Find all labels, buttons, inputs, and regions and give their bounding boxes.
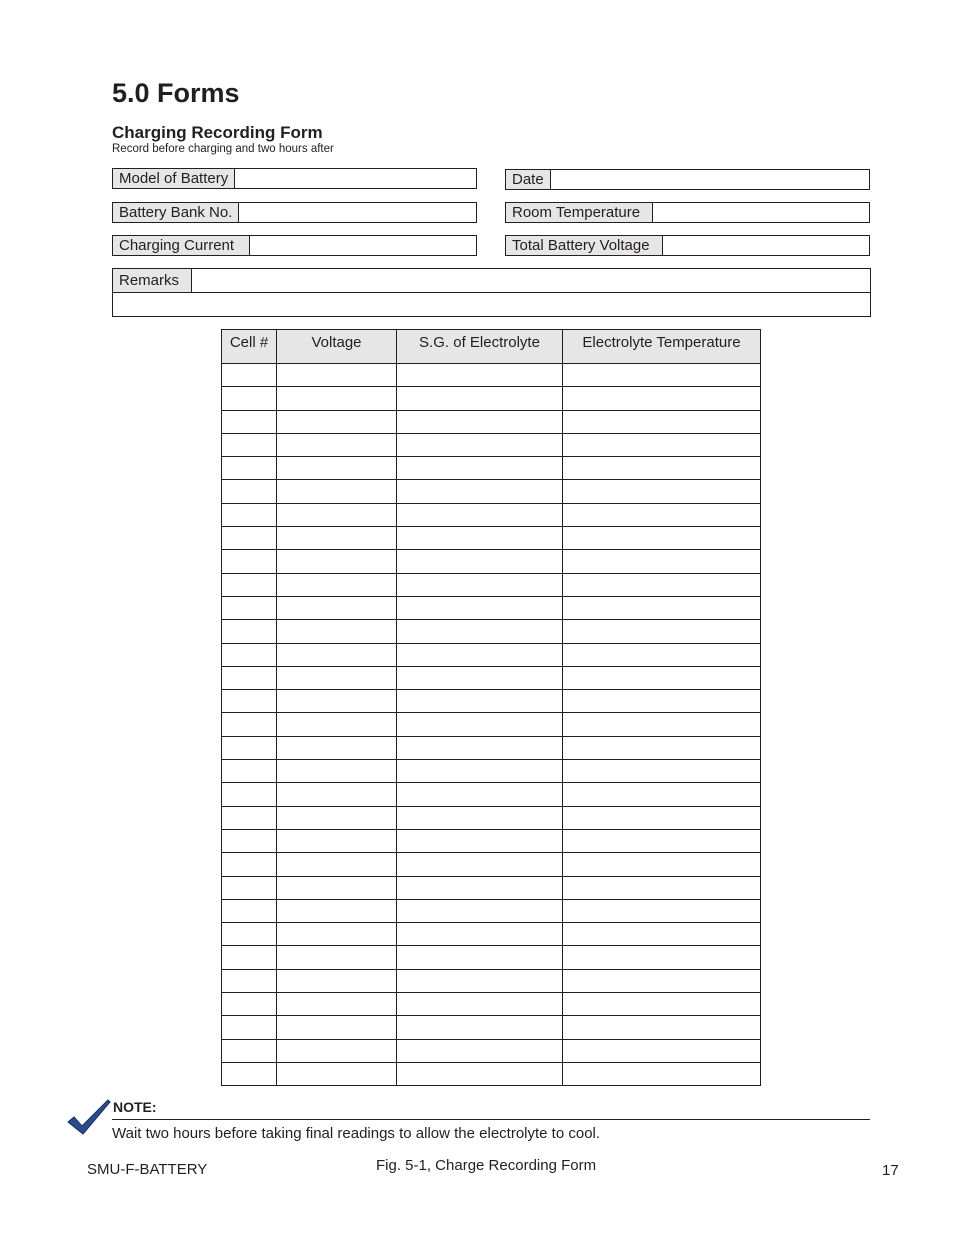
electrolyte-temperature-cell[interactable]: [563, 969, 761, 992]
table-row: [222, 620, 761, 643]
cell-number-cell[interactable]: [222, 923, 277, 946]
checkmark-icon: [66, 1098, 112, 1138]
total-battery-voltage-label: Total Battery Voltage: [506, 236, 663, 255]
note-label: NOTE:: [113, 1099, 157, 1115]
cell-number-cell[interactable]: [222, 480, 277, 503]
voltage-cell[interactable]: [277, 1016, 397, 1039]
electrolyte-temperature-cell[interactable]: [563, 410, 761, 433]
sg-electrolyte-cell[interactable]: [397, 969, 563, 992]
cell-number-cell[interactable]: [222, 433, 277, 456]
cell-number-cell[interactable]: [222, 527, 277, 550]
voltage-cell[interactable]: [277, 829, 397, 852]
electrolyte-temperature-cell[interactable]: [563, 643, 761, 666]
cell-number-cell[interactable]: [222, 1039, 277, 1062]
cell-number-cell[interactable]: [222, 1016, 277, 1039]
cell-number-cell[interactable]: [222, 387, 277, 410]
voltage-cell[interactable]: [277, 690, 397, 713]
room-temperature-field[interactable]: [505, 202, 870, 223]
voltage-cell[interactable]: [277, 946, 397, 969]
electrolyte-temperature-cell[interactable]: [563, 899, 761, 922]
electrolyte-temperature-cell[interactable]: [563, 829, 761, 852]
electrolyte-temperature-cell[interactable]: [563, 806, 761, 829]
electrolyte-temperature-cell[interactable]: [563, 946, 761, 969]
table-row: [222, 783, 761, 806]
sg-electrolyte-cell[interactable]: [397, 596, 563, 619]
sg-electrolyte-cell[interactable]: [397, 783, 563, 806]
voltage-cell[interactable]: [277, 736, 397, 759]
table-row: [222, 666, 761, 689]
remarks-field[interactable]: [112, 268, 871, 317]
electrolyte-temperature-cell[interactable]: [563, 1016, 761, 1039]
sg-electrolyte-cell[interactable]: [397, 690, 563, 713]
note-divider: [112, 1119, 870, 1120]
electrolyte-temperature-cell[interactable]: [563, 596, 761, 619]
table-row: [222, 923, 761, 946]
charging-current-label: Charging Current: [113, 236, 250, 255]
cell-number-cell[interactable]: [222, 573, 277, 596]
voltage-cell[interactable]: [277, 760, 397, 783]
electrolyte-temperature-cell[interactable]: [563, 713, 761, 736]
cell-number-cell[interactable]: [222, 853, 277, 876]
table-row: [222, 993, 761, 1016]
cell-number-header: Cell #: [222, 330, 277, 364]
electrolyte-temperature-cell[interactable]: [563, 993, 761, 1016]
table-row: [222, 643, 761, 666]
cell-number-cell[interactable]: [222, 829, 277, 852]
voltage-cell[interactable]: [277, 1062, 397, 1085]
sg-electrolyte-cell[interactable]: [397, 433, 563, 456]
electrolyte-temperature-cell[interactable]: [563, 364, 761, 387]
table-body: [222, 364, 761, 1086]
voltage-cell[interactable]: [277, 364, 397, 387]
sg-electrolyte-cell[interactable]: [397, 527, 563, 550]
electrolyte-temperature-cell[interactable]: [563, 433, 761, 456]
cell-number-cell[interactable]: [222, 364, 277, 387]
voltage-cell[interactable]: [277, 923, 397, 946]
electrolyte-temperature-header: Electrolyte Temperature: [563, 330, 761, 364]
electrolyte-temperature-cell[interactable]: [563, 1062, 761, 1085]
electrolyte-temperature-cell[interactable]: [563, 527, 761, 550]
remarks-divider: [113, 292, 870, 293]
sg-electrolyte-cell[interactable]: [397, 387, 563, 410]
sg-electrolyte-cell[interactable]: [397, 666, 563, 689]
table-row: [222, 713, 761, 736]
table-row: [222, 760, 761, 783]
table-row: [222, 853, 761, 876]
charging-current-field[interactable]: [112, 235, 477, 256]
voltage-cell[interactable]: [277, 503, 397, 526]
voltage-cell[interactable]: [277, 387, 397, 410]
voltage-cell[interactable]: [277, 783, 397, 806]
cell-number-cell[interactable]: [222, 760, 277, 783]
sg-electrolyte-cell[interactable]: [397, 1039, 563, 1062]
voltage-cell[interactable]: [277, 527, 397, 550]
date-field[interactable]: [505, 169, 870, 190]
cell-number-cell[interactable]: [222, 736, 277, 759]
voltage-cell[interactable]: [277, 713, 397, 736]
voltage-cell[interactable]: [277, 457, 397, 480]
remarks-label: Remarks: [113, 269, 192, 292]
sg-electrolyte-cell[interactable]: [397, 620, 563, 643]
sg-electrolyte-cell[interactable]: [397, 876, 563, 899]
electrolyte-temperature-cell[interactable]: [563, 876, 761, 899]
cell-number-cell[interactable]: [222, 643, 277, 666]
voltage-cell[interactable]: [277, 596, 397, 619]
form-subtitle: Record before charging and two hours after: [112, 143, 334, 155]
table-row: [222, 364, 761, 387]
electrolyte-temperature-cell[interactable]: [563, 550, 761, 573]
table-row: [222, 736, 761, 759]
voltage-cell[interactable]: [277, 480, 397, 503]
document-id: SMU-F-BATTERY: [87, 1161, 208, 1178]
model-of-battery-field[interactable]: [112, 168, 477, 189]
voltage-cell[interactable]: [277, 806, 397, 829]
battery-bank-no-field[interactable]: [112, 202, 477, 223]
table-row: [222, 527, 761, 550]
electrolyte-temperature-cell[interactable]: [563, 783, 761, 806]
cell-number-cell[interactable]: [222, 410, 277, 433]
cell-number-cell[interactable]: [222, 690, 277, 713]
table-row: [222, 969, 761, 992]
electrolyte-temperature-cell[interactable]: [563, 480, 761, 503]
sg-electrolyte-cell[interactable]: [397, 736, 563, 759]
cell-number-cell[interactable]: [222, 969, 277, 992]
cell-number-cell[interactable]: [222, 666, 277, 689]
cell-number-cell[interactable]: [222, 806, 277, 829]
sg-electrolyte-cell[interactable]: [397, 760, 563, 783]
sg-electrolyte-cell[interactable]: [397, 550, 563, 573]
table-row: [222, 550, 761, 573]
sg-electrolyte-cell[interactable]: [397, 503, 563, 526]
electrolyte-temperature-cell[interactable]: [563, 387, 761, 410]
page-number: 17: [882, 1162, 899, 1179]
battery-bank-no-label: Battery Bank No.: [113, 203, 239, 222]
cell-number-cell[interactable]: [222, 876, 277, 899]
voltage-cell[interactable]: [277, 853, 397, 876]
voltage-cell[interactable]: [277, 876, 397, 899]
voltage-cell[interactable]: [277, 643, 397, 666]
table-row: [222, 433, 761, 456]
table-row: [222, 457, 761, 480]
sg-electrolyte-cell[interactable]: [397, 713, 563, 736]
cell-number-cell[interactable]: [222, 713, 277, 736]
note-text: Wait two hours before taking final readings to allow the electrolyte to cool.: [112, 1125, 601, 1142]
table-row: [222, 1016, 761, 1039]
sg-electrolyte-cell[interactable]: [397, 457, 563, 480]
electrolyte-temperature-cell[interactable]: [563, 690, 761, 713]
table-row: [222, 573, 761, 596]
sg-electrolyte-cell[interactable]: [397, 806, 563, 829]
electrolyte-temperature-cell[interactable]: [563, 503, 761, 526]
cell-number-cell[interactable]: [222, 457, 277, 480]
sg-electrolyte-cell[interactable]: [397, 923, 563, 946]
table-header-row: [222, 330, 761, 364]
figure-caption: Fig. 5-1, Charge Recording Form: [376, 1157, 597, 1174]
voltage-cell[interactable]: [277, 993, 397, 1016]
electrolyte-temperature-cell[interactable]: [563, 457, 761, 480]
sg-electrolyte-cell[interactable]: [397, 410, 563, 433]
sg-electrolyte-cell[interactable]: [397, 829, 563, 852]
cell-reading-table: [221, 329, 761, 1086]
table-row: [222, 387, 761, 410]
sg-electrolyte-cell[interactable]: [397, 1016, 563, 1039]
table-row: [222, 829, 761, 852]
table-row: [222, 1062, 761, 1085]
voltage-cell[interactable]: [277, 969, 397, 992]
voltage-cell[interactable]: [277, 620, 397, 643]
sg-electrolyte-cell[interactable]: [397, 1062, 563, 1085]
cell-number-cell[interactable]: [222, 993, 277, 1016]
table-row: [222, 690, 761, 713]
table-row: [222, 876, 761, 899]
cell-number-cell[interactable]: [222, 783, 277, 806]
voltage-cell[interactable]: [277, 666, 397, 689]
electrolyte-temperature-cell[interactable]: [563, 736, 761, 759]
table-row: [222, 503, 761, 526]
cell-number-cell[interactable]: [222, 946, 277, 969]
cell-number-cell[interactable]: [222, 503, 277, 526]
form-title: Charging Recording Form: [112, 123, 323, 142]
voltage-header: Voltage: [277, 330, 397, 364]
sg-electrolyte-cell[interactable]: [397, 899, 563, 922]
table-row: [222, 480, 761, 503]
sg-electrolyte-cell[interactable]: [397, 853, 563, 876]
cell-number-cell[interactable]: [222, 620, 277, 643]
cell-number-cell[interactable]: [222, 1062, 277, 1085]
sg-electrolyte-cell[interactable]: [397, 573, 563, 596]
voltage-cell[interactable]: [277, 550, 397, 573]
electrolyte-temperature-cell[interactable]: [563, 573, 761, 596]
table-row: [222, 946, 761, 969]
cell-number-cell[interactable]: [222, 550, 277, 573]
voltage-cell[interactable]: [277, 410, 397, 433]
electrolyte-temperature-cell[interactable]: [563, 620, 761, 643]
sg-electrolyte-cell[interactable]: [397, 364, 563, 387]
sg-electrolyte-cell[interactable]: [397, 946, 563, 969]
voltage-cell[interactable]: [277, 899, 397, 922]
section-title: 5.0 Forms: [112, 78, 240, 108]
model-of-battery-label: Model of Battery: [113, 169, 235, 188]
sg-electrolyte-cell[interactable]: [397, 993, 563, 1016]
total-battery-voltage-field[interactable]: [505, 235, 870, 256]
voltage-cell[interactable]: [277, 433, 397, 456]
electrolyte-temperature-cell[interactable]: [563, 853, 761, 876]
table-row: [222, 410, 761, 433]
voltage-cell[interactable]: [277, 1039, 397, 1062]
room-temperature-label: Room Temperature: [506, 203, 653, 222]
cell-number-cell[interactable]: [222, 596, 277, 619]
electrolyte-temperature-cell[interactable]: [563, 760, 761, 783]
table-row: [222, 806, 761, 829]
table-row: [222, 1039, 761, 1062]
table-row: [222, 899, 761, 922]
sg-electrolyte-header: S.G. of Electrolyte: [397, 330, 563, 364]
date-label: Date: [506, 170, 551, 189]
sg-electrolyte-cell[interactable]: [397, 643, 563, 666]
electrolyte-temperature-cell[interactable]: [563, 666, 761, 689]
voltage-cell[interactable]: [277, 573, 397, 596]
electrolyte-temperature-cell[interactable]: [563, 1039, 761, 1062]
sg-electrolyte-cell[interactable]: [397, 480, 563, 503]
cell-number-cell[interactable]: [222, 899, 277, 922]
table-row: [222, 596, 761, 619]
electrolyte-temperature-cell[interactable]: [563, 923, 761, 946]
